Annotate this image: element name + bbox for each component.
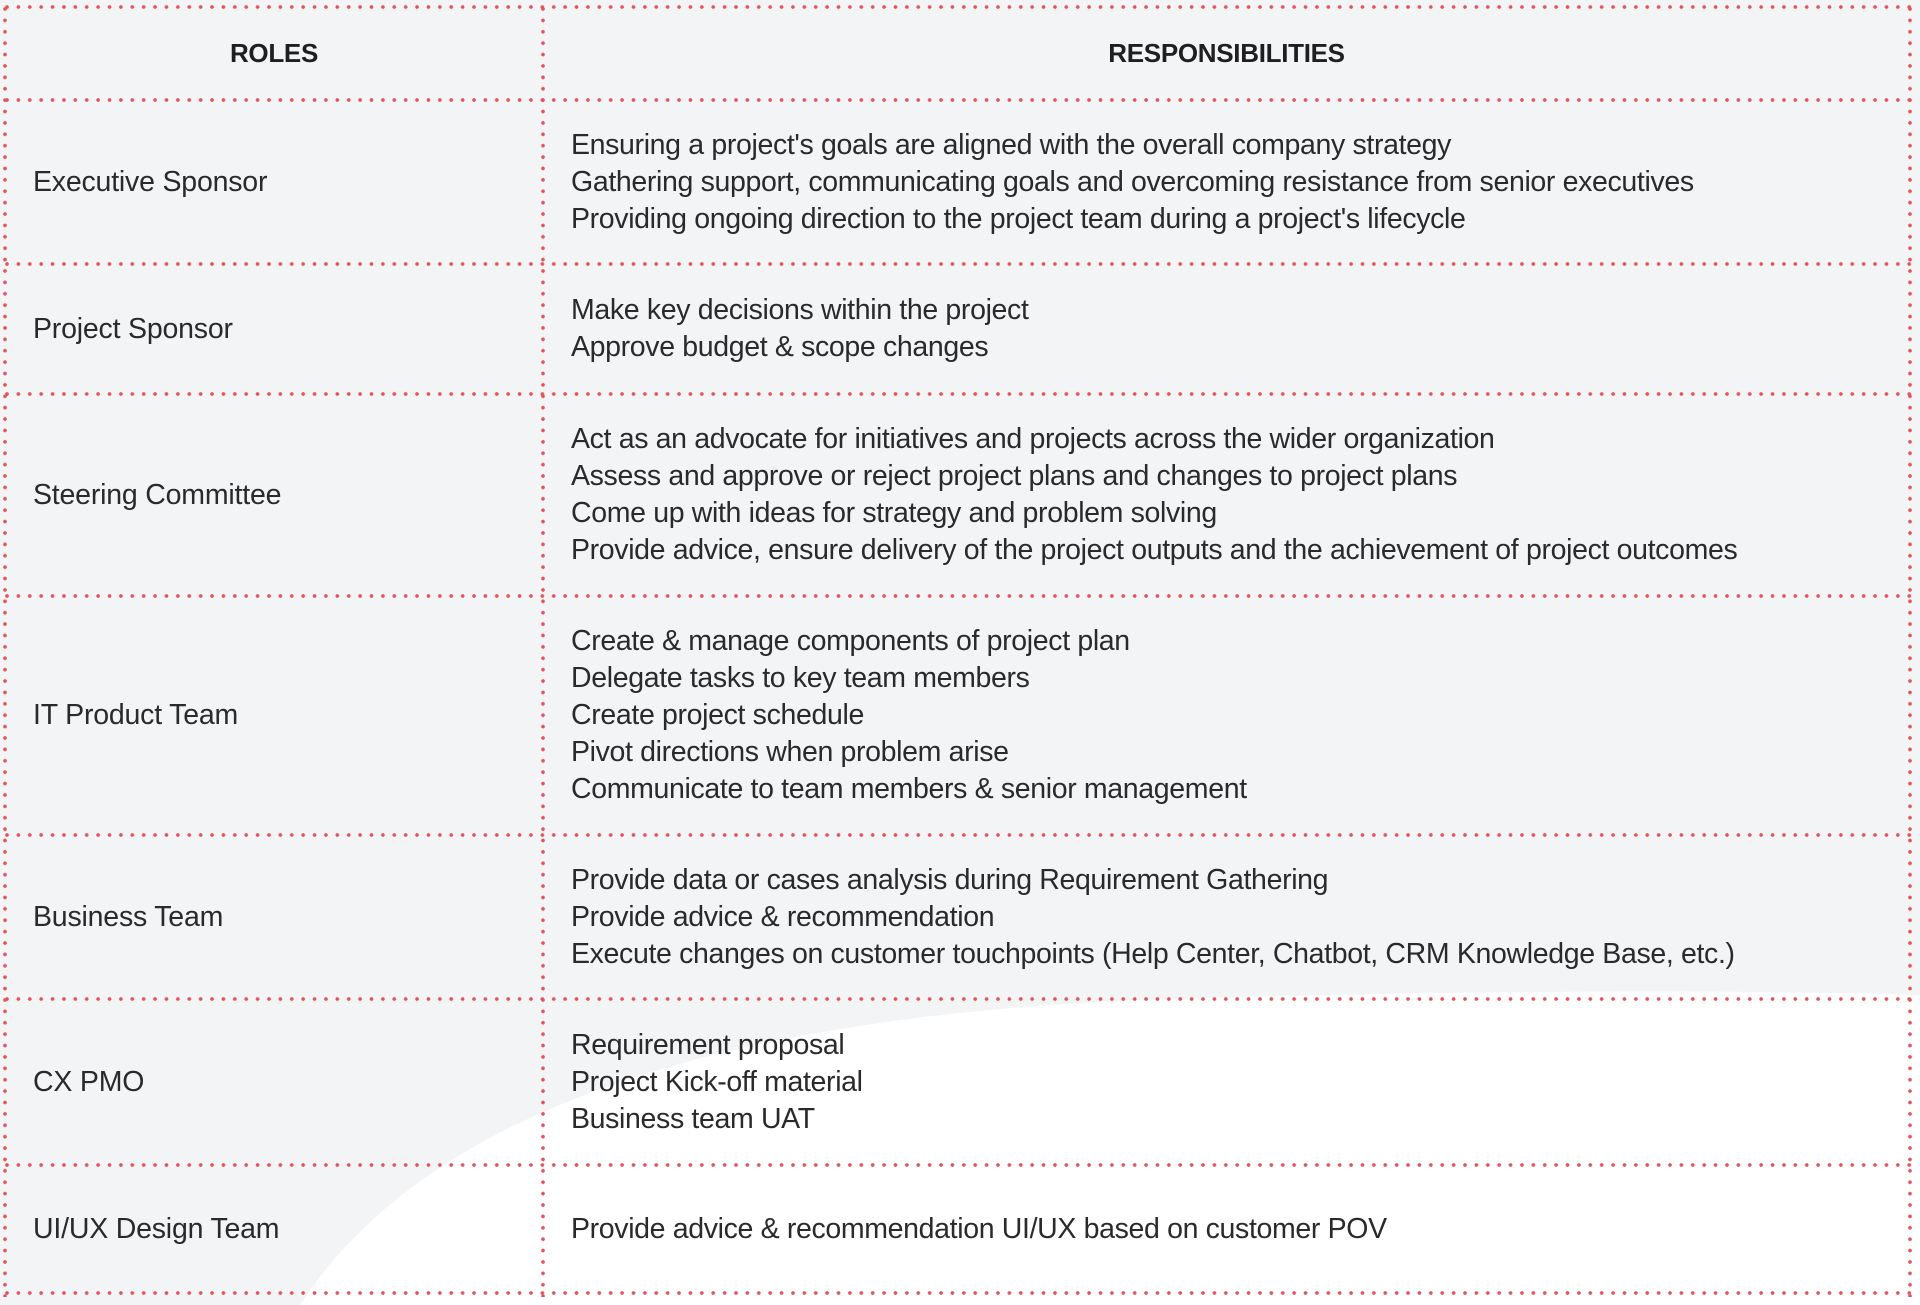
- responsibility-item: Business team UAT: [571, 1102, 815, 1135]
- row-divider: [5, 594, 1914, 598]
- responsibilities-cell: [543, 596, 1910, 835]
- roles-responsibilities-table: [5, 7, 1910, 1293]
- table-row: [5, 835, 1910, 999]
- responsibility-item: Act as an advocate for initiatives and projects across the wider organization: [571, 423, 1495, 455]
- role-label: CX PMO: [33, 1065, 145, 1098]
- responsibility-item: Requirement proposal: [571, 1028, 845, 1061]
- role-cell: [5, 1165, 543, 1293]
- responsibility-item: Provide data or cases analysis during Requirement Gathering: [571, 863, 1329, 896]
- column-divider: [541, 7, 545, 1297]
- responsibilities-cell: [543, 835, 1910, 999]
- header-roles: ROLES: [229, 38, 319, 68]
- role-cell: [5, 835, 543, 999]
- table-border-top: [5, 5, 1914, 9]
- responsibilities-cell: [543, 999, 1910, 1165]
- responsibilities-list: [571, 421, 1737, 569]
- row-divider: [5, 392, 1914, 396]
- table-border-right: [1908, 7, 1912, 1297]
- responsibilities-list: [571, 1027, 863, 1138]
- header-cell-responsibilities: [543, 7, 1910, 100]
- responsibility-item: Provide advice & recommendation: [571, 900, 995, 933]
- responsibility-item: Create project schedule: [571, 699, 864, 731]
- role-cell: [5, 100, 543, 264]
- table-header-row: [5, 7, 1910, 100]
- responsibility-item: Come up with ideas for strategy and problem solving: [571, 497, 1217, 529]
- responsibility-item: Approve budget & scope changes: [571, 331, 989, 363]
- role-label: Project Sponsor: [33, 312, 233, 345]
- row-divider: [5, 98, 1914, 102]
- table-border-left: [3, 7, 7, 1297]
- responsibility-item: Execute changes on customer touchpoints (Help Center, Chatbot, CRM Knowledge Base, etc.): [571, 937, 1735, 970]
- responsibilities-list: [571, 1211, 1387, 1248]
- table-row: [5, 394, 1910, 596]
- responsibility-item: Provide advice & recommendation UI/UX based on customer POV: [571, 1212, 1387, 1245]
- role-label: Business Team: [33, 900, 224, 933]
- table-border-bottom: [5, 1291, 1914, 1295]
- responsibilities-cell: [543, 100, 1910, 264]
- responsibility-item: Delegate tasks to key team members: [571, 662, 1030, 694]
- responsibility-item: Create & manage components of project plan: [571, 625, 1130, 657]
- role-cell: [5, 264, 543, 394]
- row-divider: [5, 833, 1914, 837]
- responsibility-item: Gathering support, communicating goals and overcoming resistance from senior executives: [571, 165, 1694, 198]
- responsibilities-cell: [543, 264, 1910, 394]
- responsibilities-list: [571, 292, 1029, 366]
- role-cell: [5, 596, 543, 835]
- responsibility-item: Provide advice, ensure delivery of the project outputs and the achievement of project outcomes: [571, 534, 1738, 566]
- responsibility-item: Ensuring a project's goals are aligned with the overall company strategy: [571, 128, 1452, 161]
- responsibilities-cell: [543, 394, 1910, 596]
- table-row: [5, 596, 1910, 835]
- row-divider: [5, 997, 1914, 1001]
- role-label: Executive Sponsor: [33, 165, 268, 198]
- role-cell: [5, 999, 543, 1165]
- role-label: IT Product Team: [33, 699, 239, 731]
- header-cell-roles: [5, 7, 543, 100]
- table-row: [5, 100, 1910, 264]
- responsibilities-list: [571, 623, 1247, 808]
- header-responsibilities: RESPONSIBILITIES: [1108, 38, 1345, 68]
- table-row: [5, 264, 1910, 394]
- role-label: Steering Committee: [33, 478, 282, 511]
- responsibility-item: Providing ongoing direction to the project team during a project's lifecycle: [571, 202, 1466, 235]
- responsibility-item: Pivot directions when problem arise: [571, 736, 1009, 768]
- row-divider: [5, 262, 1914, 266]
- table-row: [5, 1165, 1910, 1293]
- responsibility-item: Assess and approve or reject project plans and changes to project plans: [571, 460, 1458, 492]
- role-label: UI/UX Design Team: [33, 1212, 280, 1245]
- role-cell: [5, 394, 543, 596]
- responsibilities-list: [571, 862, 1735, 973]
- responsibility-item: Project Kick-off material: [571, 1065, 863, 1098]
- row-divider: [5, 1163, 1914, 1167]
- responsibilities-cell: [543, 1165, 1910, 1293]
- responsibility-item: Communicate to team members & senior management: [571, 773, 1247, 805]
- responsibilities-list: [571, 127, 1694, 238]
- table-row: [5, 999, 1910, 1165]
- responsibility-item: Make key decisions within the project: [571, 294, 1029, 326]
